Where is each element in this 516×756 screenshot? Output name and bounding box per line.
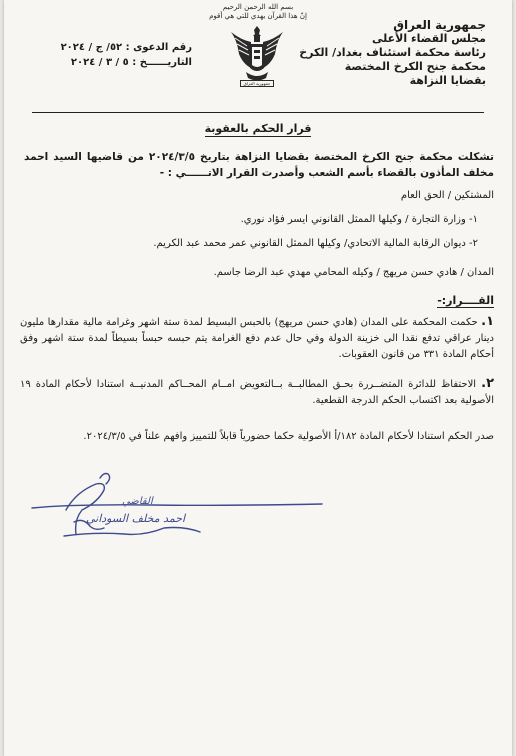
clause-number: ٢. (481, 376, 494, 391)
org-line-court: محكمة جنح الكرخ المختصة (344, 60, 486, 73)
document-title (4, 122, 512, 135)
issuing-authority-block (296, 18, 486, 88)
basmala-text: بسم الله الرحمن الرحيم (222, 3, 294, 11)
plaintiffs-label: المشتكين / الحق العام (400, 190, 494, 201)
clause-text: الاحتفاظ للدائرة المتضــررة بحـق المطالبــة بــالتعويض امــام المحــاكم المدنيــة استنادا لأحكام المادة ١٩ الأصولية بعد اكتساب الحكم الدرجة القطعية. (20, 379, 494, 406)
case-number: رقم الدعوى : ٥٢/ ج / ٢٠٢٤ (60, 42, 192, 53)
clause-number: ١. (481, 314, 494, 329)
verse-text: إنّ هذا القرآن يهدي للتي هي أقوم (209, 12, 307, 20)
clause-text: حكمت المحكمة على المدان (هادي حسن مريهج) بالحبس البسيط لمدة ستة اشهر وغرامة مالية مقدارها مليون دينار عراقي تدفع نقدا الى خزينة الدولة وفي حال عدم دفع الغرامة يتم حبسه حبساً بسيطاً لمدة ستة اشهر وفق أحكام المادة ٣٣١ من قانون العقوبات. (20, 317, 494, 360)
header-divider (32, 112, 484, 113)
signature-role: القاضي (122, 496, 153, 507)
verdict-clause-2 (20, 376, 494, 409)
document-page (4, 0, 512, 756)
plaintiff-item-2: ٢- ديوان الرقابة المالية الاتحادي/ وكيلها الممثل القانوني عمر محمد عبد الكريم. (153, 238, 478, 249)
verdict-heading-text: القــــرار:- (437, 294, 494, 307)
closing-statement: صدر الحكم استنادا لأحكام المادة ١٨٢/أ الأصولية حكما حضورياً قابلاً للتمييز وافهم علناً في ٢٠٢٤/٣/٥. (83, 431, 494, 442)
iraq-eagle-emblem-icon (228, 22, 286, 98)
plaintiff-item-1: ١- وزارة التجارة / وكيلها الممثل القانوني ايسر فؤاد نوري. (240, 214, 478, 225)
convicted-party: المدان / هادي حسن مريهج / وكيله المحامي مهدي عبد الرضا جاسم. (213, 267, 494, 278)
case-date: التاريــــــخ : ٥ / ٣ / ٢٠٢٤ (70, 57, 192, 68)
case-reference-block (40, 40, 192, 70)
verdict-heading (24, 294, 494, 307)
verdict-clause-1 (20, 314, 494, 363)
org-line-presidency: رئاسة محكمة استئناف بغداد/ الكرخ (299, 46, 486, 59)
court-formation-paragraph: تشكلت محكمة جنح الكرخ المختصة بقضايا النزاهة بتاريخ ٢٠٢٤/٣/٥ من قاضيها السيد احمد مخلف المأذون بالقضاء بأسم الشعب وأصدرت القرار الاتــــــي : - (24, 151, 494, 179)
document-title-text: قرار الحكم بالعقوبة (204, 122, 312, 135)
org-line-integrity: بقضايا النزاهة (409, 74, 486, 87)
emblem-caption: جمهورية العراق (243, 81, 271, 86)
org-line-country: جمهورية العراق (393, 18, 486, 32)
org-line-council: مجلس القضاء الأعلى (372, 32, 486, 45)
signature-name: احمد مخلف السوداني (86, 512, 186, 525)
